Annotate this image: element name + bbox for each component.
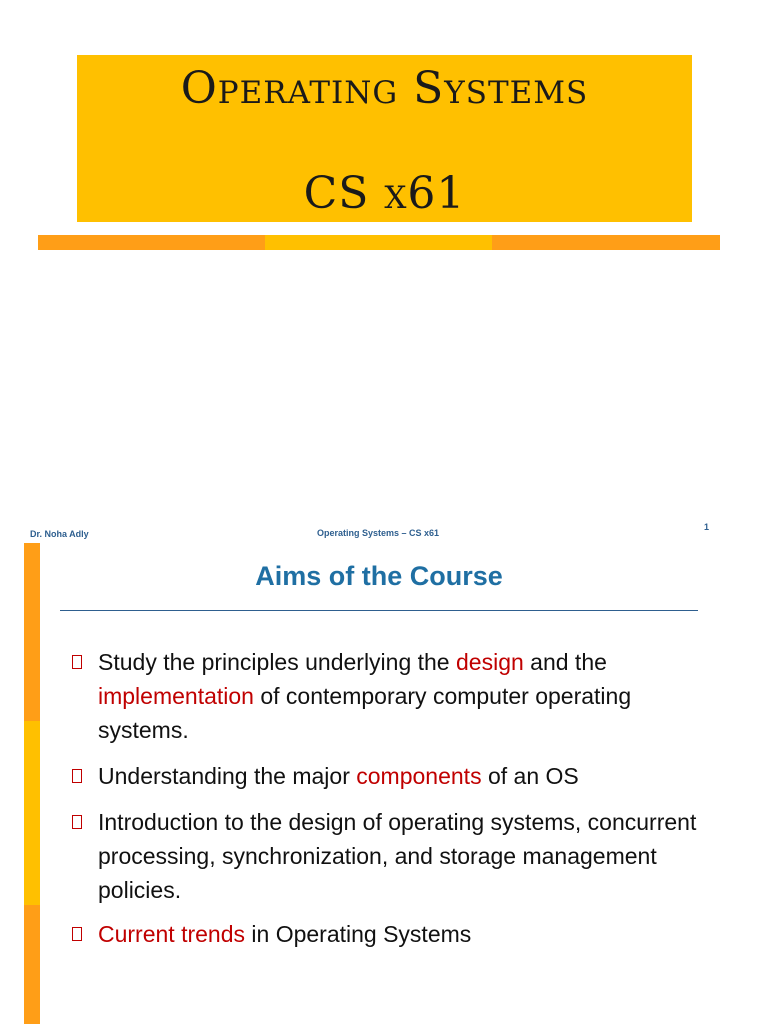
decorative-stripe-middle: [265, 235, 492, 250]
course-title: Operating Systems: [180, 63, 589, 114]
square-bullet-icon: [72, 927, 82, 941]
bullet-text-part: in Operating Systems: [245, 921, 472, 947]
bullet-text-part: Study the principles underlying the: [98, 649, 456, 675]
decorative-stripe-left: [38, 235, 265, 250]
side-bar-segment-middle: [24, 721, 40, 905]
square-bullet-icon: [72, 815, 82, 829]
bullet-text: [98, 917, 712, 951]
side-bar-segment-bottom: [24, 905, 40, 1024]
highlighted-term: design: [456, 649, 524, 675]
title-divider: [60, 610, 698, 611]
bullet-text-part: and the: [523, 649, 607, 675]
highlighted-term: implementation: [98, 683, 254, 709]
square-bullet-icon: [72, 769, 82, 783]
content-slide: [0, 515, 768, 1024]
page-number: 1: [704, 522, 710, 532]
bullet-text-part: Understanding the major: [98, 763, 357, 789]
course-code: CS x61: [303, 168, 466, 219]
bullet-text: Introduction to the design of operating systems, concurrent processing, synchronization, and storage management policies.: [98, 809, 697, 903]
highlighted-term: Current trends: [98, 921, 246, 947]
square-bullet-icon: [72, 655, 82, 669]
title-box: [77, 55, 692, 222]
slide-title: Aims of the Course: [255, 561, 503, 591]
bullet-text: [98, 759, 712, 793]
footer-author: Dr. Noha Adly: [30, 529, 89, 539]
highlighted-term: components: [356, 763, 482, 789]
bullet-text-part: of an OS: [481, 763, 579, 789]
bullet-text-part: of contemporary computer operating systems.: [98, 683, 632, 743]
side-bar-segment-top: [24, 543, 40, 721]
footer-course: Operating Systems – CS x61: [317, 528, 440, 538]
decorative-stripe-right: [492, 235, 720, 250]
bullet-text: [98, 645, 712, 747]
